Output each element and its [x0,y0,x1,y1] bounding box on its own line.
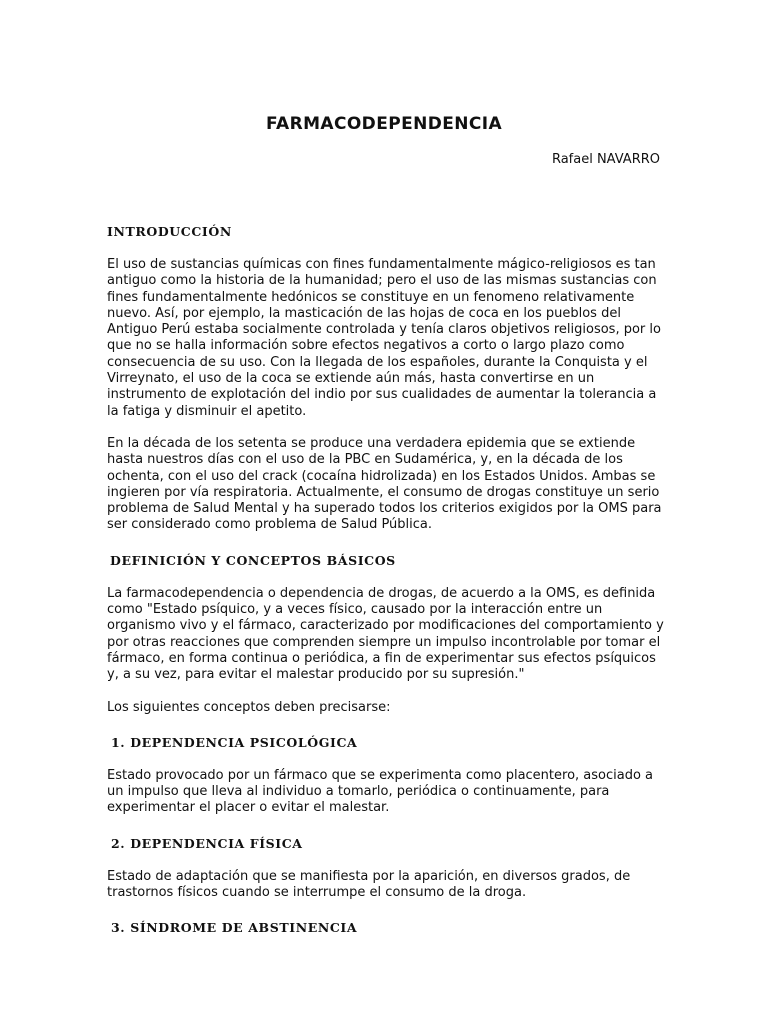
paragraph-dependencia-psicologica: Estado provocado por un fármaco que se experimenta como placentero, asociado a un impulso que lleva al individuo a tomarlo, periódica o continuamente, para experimentar el placer o evitar el malestar. [107,767,654,816]
heading-dependencia-fisica: 2. DEPENDENCIA FÍSICA [111,835,303,851]
paragraph-definicion-1: La farmacodependencia o dependencia de drogas, de acuerdo a la OMS, es definida como "Estado psíquico, y a veces físico, causado por la interacción entre un organismo vivo y el fármaco, caracterizado por modificaciones del comportamiento y por otras reacciones que comprenden siempre un impulso incontrolable por tomar el fármaco, en forma continua o periódica, a fin de experimentar sus efectos psíquicos y, a su vez, para evitar el malestar producido por su supresión." [107,585,664,683]
heading-sindrome-abstinencia: 3. SÍNDROME DE ABSTINENCIA [111,920,358,936]
paragraph-definicion-2: Los siguientes conceptos deben precisarse: [107,699,391,715]
heading-introduccion: INTRODUCCIÓN [107,224,232,239]
heading-dependencia-psicologica: 1. DEPENDENCIA PSICOLÓGICA [111,734,358,750]
paragraph-intro-2: En la década de los setenta se produce una verdadera epidemia que se extiende hasta nuestros días con el uso de la PBC en Sudamérica, y, en la década de los ochenta, con el uso del crack (cocaína hidrolizada) en los Estados Unidos. Ambas se ingieren por vía respiratoria. Actualmente, el consumo de drogas constituye un serio problema de Salud Mental y ha superado todos los criterios exigidos por la OMS para ser considerado como problema de Salud Pública. [107,435,662,533]
document-title: FARMACODEPENDENCIA [265,114,503,134]
paragraph-dependencia-fisica: Estado de adaptación que se manifiesta por la aparición, en diversos grados, de trastornos físicos cuando se interrumpe el consumo de la droga. [107,868,631,901]
heading-definicion: DEFINICIÓN Y CONCEPTOS BÁSICOS [110,552,396,568]
paragraph-intro-1: El uso de sustancias químicas con fines fundamentalmente mágico-religiosos es tan antiguo como la historia de la humanidad; pero el uso de las mismas sustancias con fines fundamentalmente hedónicos se constituye en un fenomeno relativamente nuevo. Así, por ejemplo, la masticación de las hojas de coca en los pueblos del Antiguo Perú estaba socialmente controlada y tenía claros objetivos religiosos, por lo que no se halla información sobre efectos negativos a corto o largo plazo como consecuencia de su uso. Con la llegada de los españoles, durante la Conquista y el Virreynato, el uso de la coca se extiende aún más, hasta convertirse en un instrumento de explotación del indio por sus cualidades de aumentar la tolerancia a la fatiga y disminuir el apetito. [107,257,661,419]
document-body [107,224,667,936]
document-author: Rafael NAVARRO [551,152,660,167]
